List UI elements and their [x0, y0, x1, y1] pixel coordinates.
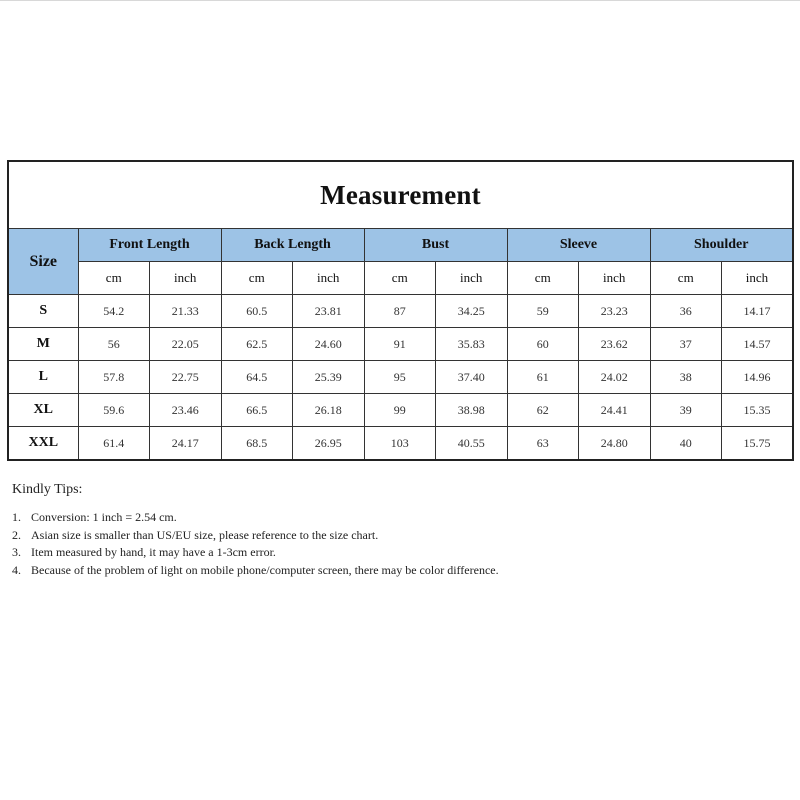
table-cell: 26.95 — [293, 427, 365, 461]
table-cell: 25.39 — [293, 361, 365, 394]
front-length-header: Front Length — [78, 229, 221, 262]
tip-number: 4. — [12, 562, 21, 577]
table-cell: 35.83 — [436, 328, 508, 361]
table-row — [8, 394, 793, 427]
table-cell: 38.98 — [436, 394, 508, 427]
table-cell: 62.5 — [221, 328, 293, 361]
size-chart-table — [7, 160, 794, 461]
tip-item — [12, 562, 572, 580]
unit-inch-header: inch — [150, 262, 222, 295]
tip-number: 1. — [12, 510, 21, 524]
tip-item — [12, 527, 572, 545]
table-cell: 15.75 — [722, 427, 794, 461]
bust-header: Bust — [364, 229, 507, 262]
table-cell: 103 — [364, 427, 436, 461]
table-cell: 38 — [650, 361, 722, 394]
unit-inch-header: inch — [293, 262, 365, 295]
tip-text: Conversion: 1 inch = 2.54 cm. — [31, 510, 177, 524]
unit-cm-header: cm — [650, 262, 722, 295]
table-cell: 23.81 — [293, 295, 365, 328]
tip-item — [12, 509, 572, 527]
size-column-header: Size — [8, 229, 78, 295]
table-cell: 40.55 — [436, 427, 508, 461]
top-divider — [0, 0, 800, 1]
table-cell: 21.33 — [150, 295, 222, 328]
shoulder-header: Shoulder — [650, 229, 793, 262]
table-row — [8, 361, 793, 394]
table-row — [8, 328, 793, 361]
size-label: M — [8, 328, 78, 361]
tip-text: Item measured by hand, it may have a 1-3cm error. — [31, 545, 276, 559]
table-cell: 56 — [78, 328, 150, 361]
tips-list — [12, 509, 572, 579]
table-cell: 37 — [650, 328, 722, 361]
tip-text: Asian size is smaller than US/EU size, please reference to the size chart. — [31, 527, 379, 542]
table-cell: 61.4 — [78, 427, 150, 461]
table-cell: 37.40 — [436, 361, 508, 394]
unit-inch-header: inch — [436, 262, 508, 295]
size-label: L — [8, 361, 78, 394]
table-cell: 23.23 — [579, 295, 651, 328]
kindly-tips — [12, 482, 572, 579]
table-row — [8, 427, 793, 461]
table-cell: 36 — [650, 295, 722, 328]
unit-cm-header: cm — [364, 262, 436, 295]
unit-inch-header: inch — [579, 262, 651, 295]
table-cell: 68.5 — [221, 427, 293, 461]
table-cell: 24.02 — [579, 361, 651, 394]
table-cell: 22.05 — [150, 328, 222, 361]
table-cell: 91 — [364, 328, 436, 361]
table-cell: 23.46 — [150, 394, 222, 427]
table-cell: 60.5 — [221, 295, 293, 328]
table-cell: 99 — [364, 394, 436, 427]
table-cell: 62 — [507, 394, 579, 427]
table-cell: 22.75 — [150, 361, 222, 394]
table-cell: 39 — [650, 394, 722, 427]
unit-inch-header: inch — [722, 262, 794, 295]
table-cell: 66.5 — [221, 394, 293, 427]
table-cell: 64.5 — [221, 361, 293, 394]
table-cell: 60 — [507, 328, 579, 361]
table-cell: 23.62 — [579, 328, 651, 361]
table-cell: 59 — [507, 295, 579, 328]
sleeve-header: Sleeve — [507, 229, 650, 262]
table-cell: 24.41 — [579, 394, 651, 427]
table-cell: 24.80 — [579, 427, 651, 461]
tips-heading: Kindly Tips: — [12, 482, 83, 497]
table-cell: 63 — [507, 427, 579, 461]
unit-cm-header: cm — [78, 262, 150, 295]
tip-text: Because of the problem of light on mobile phone/computer screen, there may be color difference. — [31, 562, 499, 577]
table-cell: 59.6 — [78, 394, 150, 427]
table-cell: 14.17 — [722, 295, 794, 328]
table-cell: 95 — [364, 361, 436, 394]
tip-item — [12, 544, 572, 562]
table-cell: 24.17 — [150, 427, 222, 461]
table-cell: 34.25 — [436, 295, 508, 328]
unit-cm-header: cm — [221, 262, 293, 295]
size-label: S — [8, 295, 78, 328]
table-cell: 87 — [364, 295, 436, 328]
table-row — [8, 295, 793, 328]
size-label: XXL — [8, 427, 78, 461]
tip-number: 2. — [12, 527, 21, 542]
table-cell: 57.8 — [78, 361, 150, 394]
tip-number: 3. — [12, 545, 21, 559]
size-label: XL — [8, 394, 78, 427]
unit-cm-header: cm — [507, 262, 579, 295]
table-cell: 14.57 — [722, 328, 794, 361]
table-cell: 40 — [650, 427, 722, 461]
table-cell: 61 — [507, 361, 579, 394]
table-cell: 54.2 — [78, 295, 150, 328]
table-cell: 15.35 — [722, 394, 794, 427]
table-title: Measurement — [8, 161, 793, 229]
table-cell: 14.96 — [722, 361, 794, 394]
back-length-header: Back Length — [221, 229, 364, 262]
table-cell: 26.18 — [293, 394, 365, 427]
table-cell: 24.60 — [293, 328, 365, 361]
